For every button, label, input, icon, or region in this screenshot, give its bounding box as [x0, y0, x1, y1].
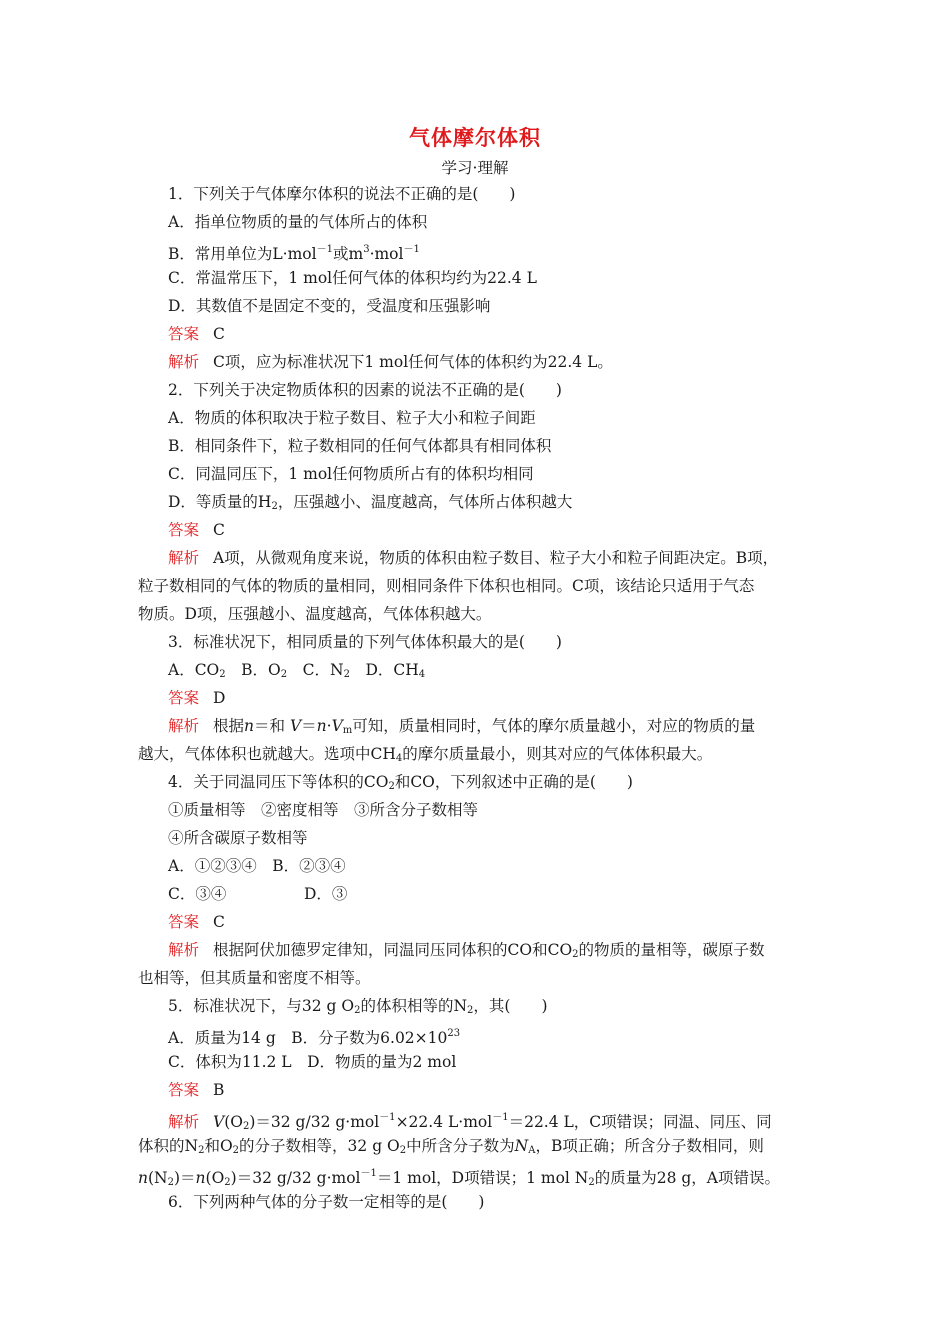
q4-options-cd: C．③④ D．③: [168, 885, 348, 903]
q1-answer: 答案 C: [168, 325, 225, 343]
page-title: 气体摩尔体积: [409, 126, 541, 150]
q5-options-ab: A．质量为14 g B．分子数为$6.02\times 10^{23}$: [168, 1028, 461, 1047]
q3-answer: 答案 D: [168, 689, 226, 707]
q4-items: ④所含碳原子数相等: [168, 829, 308, 847]
answer-label: 答案: [168, 1081, 200, 1099]
q3-stem: 3．标准状况下，相同质量的下列气体体积最大的是( ): [168, 633, 562, 651]
answer-label: 答案: [168, 325, 200, 343]
q1-stem: 1．下列关于气体摩尔体积的说法不正确的是( ): [168, 185, 516, 203]
q2-analysis-cont: 物质。D项，压强越小、温度越高，气体体积越大。: [138, 605, 492, 623]
answer-label: 答案: [168, 913, 200, 931]
q4-options-ab: A．①②③④ B．②③④: [168, 857, 346, 875]
q5-analysis-cont: $n(N_2)=n(O_2)=32$ g/32 g·mol$^{-1}$＝1 mol，D项错误；1 mol $N_2$的质量为28 g，A项错误。: [138, 1168, 780, 1188]
q2-option-a: A．物质的体积取决于粒子数目、粒子大小和粒子间距: [168, 409, 536, 427]
analysis-label: 解析: [168, 353, 200, 371]
analysis-label: 解析: [168, 717, 200, 735]
q4-answer: 答案 C: [168, 913, 225, 931]
page-subtitle: 学习·理解: [441, 159, 509, 177]
q1-analysis: 解析 C项，应为标准状况下1 mol任何气体的体积约为22.4 L。: [168, 353, 613, 371]
q1-option-b: B．常用单位为L·mol$^{-1}$或$m^3\cdot mol^{-1}$: [168, 244, 420, 263]
q6-stem: 6．下列两种气体的分子数一定相等的是( ): [168, 1193, 485, 1211]
q4-analysis: 解析 根据阿伏加德罗定律知，同温同压同体积的CO和$CO_2$的物质的量相等，碳原子数: [168, 941, 765, 960]
q1-option-a: A．指单位物质的量的气体所占的体积: [168, 213, 428, 231]
q1-option-c: C．常温常压下，1 mol任何气体的体积均约为22.4 L: [168, 269, 537, 287]
q3-analysis: 解析 根据n＝和 $V=n\cdot V_m$可知，质量相同时，气体的摩尔质量越小，对应的物质的量: [168, 717, 756, 736]
q2-option-d: D．等质量的$H_2$，压强越小、温度越高，气体所占体积越大: [168, 493, 573, 512]
q5-stem: 5．标准状况下，与32 g $O_2$的体积相等的$N_2$，其( ): [168, 997, 548, 1016]
q4-analysis-cont: 也相等，但其质量和密度不相等。: [138, 969, 371, 987]
answer-label: 答案: [168, 521, 200, 539]
q1-option-d: D．其数值不是固定不变的，受温度和压强影响: [168, 297, 491, 315]
q5-answer: 答案 B: [168, 1081, 225, 1099]
q2-option-c: C．同温同压下，1 mol任何物质所占有的体积均相同: [168, 465, 534, 483]
q3-options: A．$CO_2$ B．$O_2$ C．$N_2$ D．$CH_4$: [168, 661, 426, 680]
q3-analysis-cont: 越大，气体体积也就越大。选项中$CH_4$的摩尔质量最小，则其对应的气体体积最大。: [138, 745, 713, 764]
q2-stem: 2．下列关于决定物质体积的因素的说法不正确的是( ): [168, 381, 562, 399]
analysis-label: 解析: [168, 1113, 200, 1131]
q2-analysis: 解析 A项，从微观角度来说，物质的体积由粒子数目、粒子大小和粒子间距决定。B项，: [168, 549, 779, 567]
analysis-label: 解析: [168, 941, 200, 959]
analysis-label: 解析: [168, 549, 200, 567]
q2-answer: 答案 C: [168, 521, 225, 539]
q4-items: ①质量相等 ②密度相等 ③所含分子数相等: [168, 801, 479, 819]
q5-analysis-cont: 体积的$N_2$和$O_2$的分子数相等，32 g $O_2$中所含分子数为$N_A$，B项正确；所含分子数相同，则: [138, 1137, 764, 1156]
q4-stem: 4．关于同温同压下等体积的$CO_2$和CO，下列叙述中正确的是( ): [168, 773, 633, 792]
q2-analysis-cont: 粒子数相同的气体的物质的量相同，则相同条件下体积也相同。C项，该结论只适用于气态: [138, 577, 755, 595]
q2-option-b: B．相同条件下，粒子数相同的任何气体都具有相同体积: [168, 437, 552, 455]
document-body: [138, 180, 818, 1216]
q5-options-cd: C．体积为11.2 L D．物质的量为2 mol: [168, 1053, 457, 1071]
answer-label: 答案: [168, 689, 200, 707]
q5-analysis: 解析 $V(O_2)=32$ g/32 g·mol$^{-1}$×22.4 L·mol$^{-1}$＝22.4 L，C项错误；同温、同压、同: [168, 1112, 772, 1132]
